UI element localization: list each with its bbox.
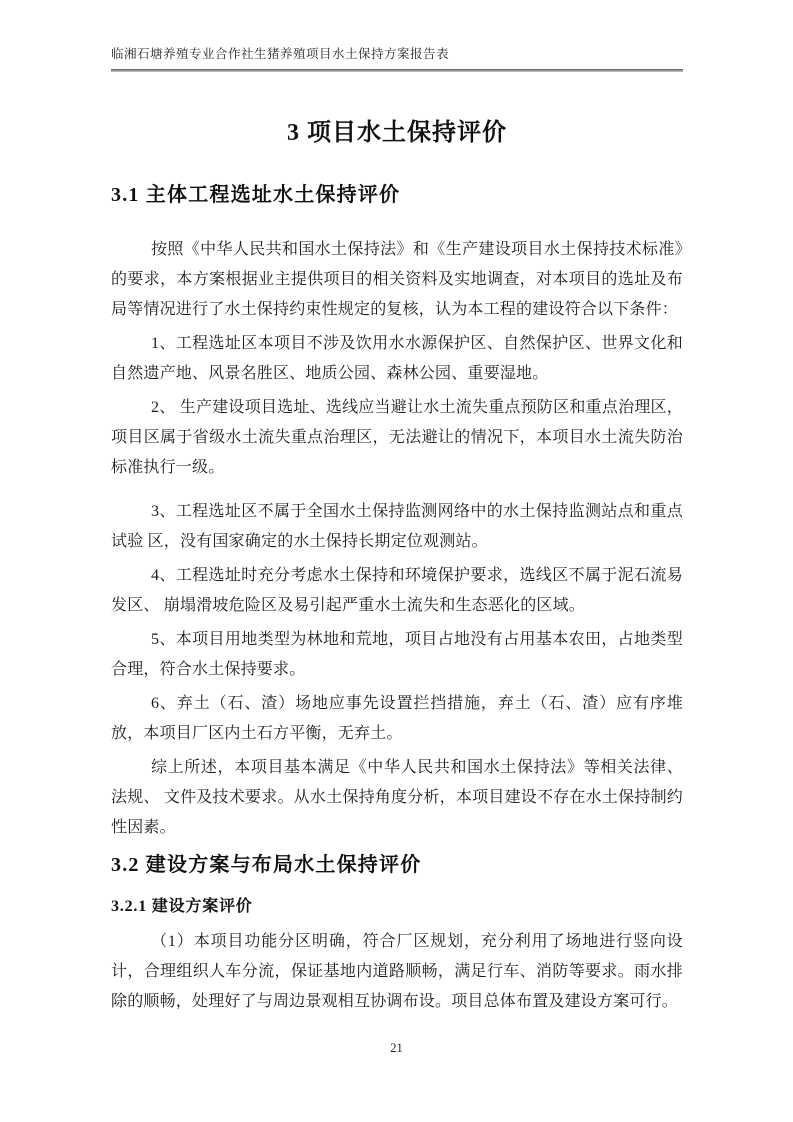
paragraph-item-4: 4、工程选址时充分考虑水土保持和环境保护要求，选线区不属于泥石流易发区、 崩塌滑坡危险区及易引起严重水土流失和生态恶化的区域。 [111,567,683,614]
page-header-title: 临湘石塘养殖专业合作社生猪养殖项目水土保持方案报告表 [111,47,450,61]
page-footer [0,1040,793,1056]
paragraph-intro: 按照《中华人民共和国水土保持法》和《生产建设项目水土保持技术标准》的要求，本方案根据业主提供项目的相关资料及实地调查，对本项目的选址及布局等情况进行了水土保持约束性规定的复核，认为本工程的建设符合以下条件： [111,241,683,318]
page-number: 21 [390,1041,403,1055]
document-body [111,115,683,1017]
page-header [0,0,793,72]
section-3-1-heading: 3.1 主体工程选址水土保持评价 [111,184,401,206]
paragraph-item-3: 3、工程选址区不属于全国水土保持监测网络中的水土保持监测站点和重点试验 区，没有国家确定的水土保持长期定位观测站。 [111,503,683,550]
chapter-title: 3 项目水土保持评价 [287,120,507,146]
section-3-2-1-heading: 3.2.1 建设方案评价 [111,898,253,915]
section-3-2-heading: 3.2 建设方案与布局水土保持评价 [111,854,422,876]
paragraph-item-5: 5、本项目用地类型为林地和荒地，项目占地没有占用基本农田，占地类型合理，符合水土保持要求。 [111,631,683,678]
paragraph-summary: 综上所述，本项目基本满足《中华人民共和国水土保持法》等相关法律、法规、 文件及技术要求。从水土保持角度分析，本项目建设不存在水土保持制约性因素。 [111,759,683,836]
paragraph-item-2: 2、 生产建设项目选址、选线应当避让水土流失重点预防区和重点治理区，项目区属于省级水土流失重点治理区，无法避让的情况下，本项目水土流失防治标准执行一级。 [111,399,683,476]
header-rule [111,69,683,72]
paragraph-3-2-1-item-1: （1）本项目功能分区明确，符合厂区规划，充分利用了场地进行竖向设计，合理组织人车分流，保证基地内道路顺畅，满足行车、消防等要求。雨水排除的顺畅，处理好了与周边景观相互协调布设。项目总体布置及建设方案可行。 [111,933,683,1010]
paragraph-item-6: 6、弃土（石、渣）场地应事先设置拦挡措施，弃土（石、渣）应有序堆放，本项目厂区内土石方平衡，无弃土。 [111,695,683,742]
paragraph-item-1: 1、工程选址区本项目不涉及饮用水水源保护区、自然保护区、世界文化和自然遗产地、风景名胜区、地质公园、森林公园、重要湿地。 [111,335,683,382]
